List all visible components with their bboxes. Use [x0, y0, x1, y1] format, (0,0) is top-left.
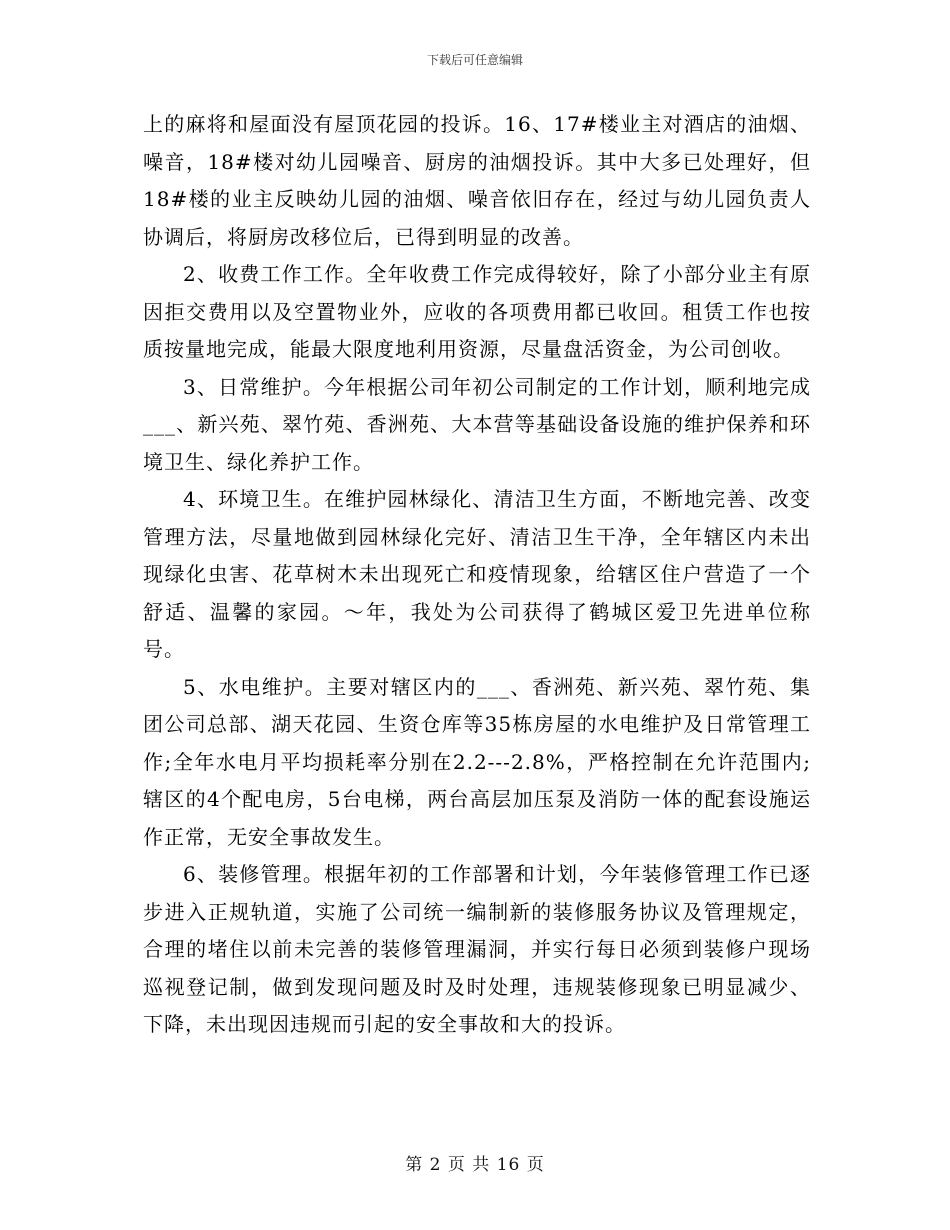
- page-header-note: 下载后可任意编辑: [426, 53, 523, 67]
- paragraph-utilities-maintenance: 5、水电维护。主要对辖区内的___、香洲苑、新兴苑、翠竹苑、集团公司总部、湖天花园、生资仓库等35栋房屋的水电维护及日常管理工作;全年水电月平均损耗率分别在2.2---2.8%，严格控制在允许范围内;辖区的4个配电房，5台电梯，两台高层加压泵及消防一体的配套设施运作正常，无安全事故发生。: [143, 674, 811, 849]
- page-footer-number: 第 2 页 共 16 页: [405, 1155, 545, 1175]
- paragraph-environment-hygiene: 4、环境卫生。在维护园林绿化、清洁卫生方面，不断地完善、改变管理方法，尽量地做到园林绿化完好、清洁卫生干净，全年辖区内未出现绿化虫害、花草树木未出现死亡和疫情现象，给辖区住户营造了一个舒适、温馨的家园。～年，我处为公司获得了鹤城区爱卫先进单位称号。: [143, 487, 811, 661]
- paragraph-daily-maintenance: 3、日常维护。今年根据公司年初公司制定的工作计划，顺利地完成___、新兴苑、翠竹苑、香洲苑、大本营等基础设备设施的维护保养和环境卫生、绿化养护工作。: [143, 374, 811, 474]
- paragraph-continuation: 上的麻将和屋面没有屋顶花园的投诉。16、17#楼业主对酒店的油烟、噪音，18#楼对幼儿园噪音、厨房的油烟投诉。其中大多已处理好，但18#楼的业主反映幼儿园的油烟、噪音依旧存在，经过与幼儿园负责人协调后，将厨房改移位后，已得到明显的改善。: [143, 112, 811, 249]
- document-body: [143, 106, 811, 1044]
- paragraph-renovation-management: 6、装修管理。根据年初的工作部署和计划，今年装修管理工作已逐步进入正规轨道，实施了公司统一编制新的装修服务协议及管理规定，合理的堵住以前未完善的装修管理漏洞，并实行每日必须到装修户现场巡视登记制，做到发现问题及时及时处理，违规装修现象已明显减少、下降，未出现因违规而引起的安全事故和大的投诉。: [143, 862, 811, 1036]
- paragraph-fee-collection: 2、收费工作工作。全年收费工作完成得较好，除了小部分业主有原因拒交费用以及空置物业外，应收的各项费用都已收回。租赁工作也按质按量地完成，能最大限度地利用资源，尽量盘活资金，为公司创收。: [143, 262, 811, 361]
